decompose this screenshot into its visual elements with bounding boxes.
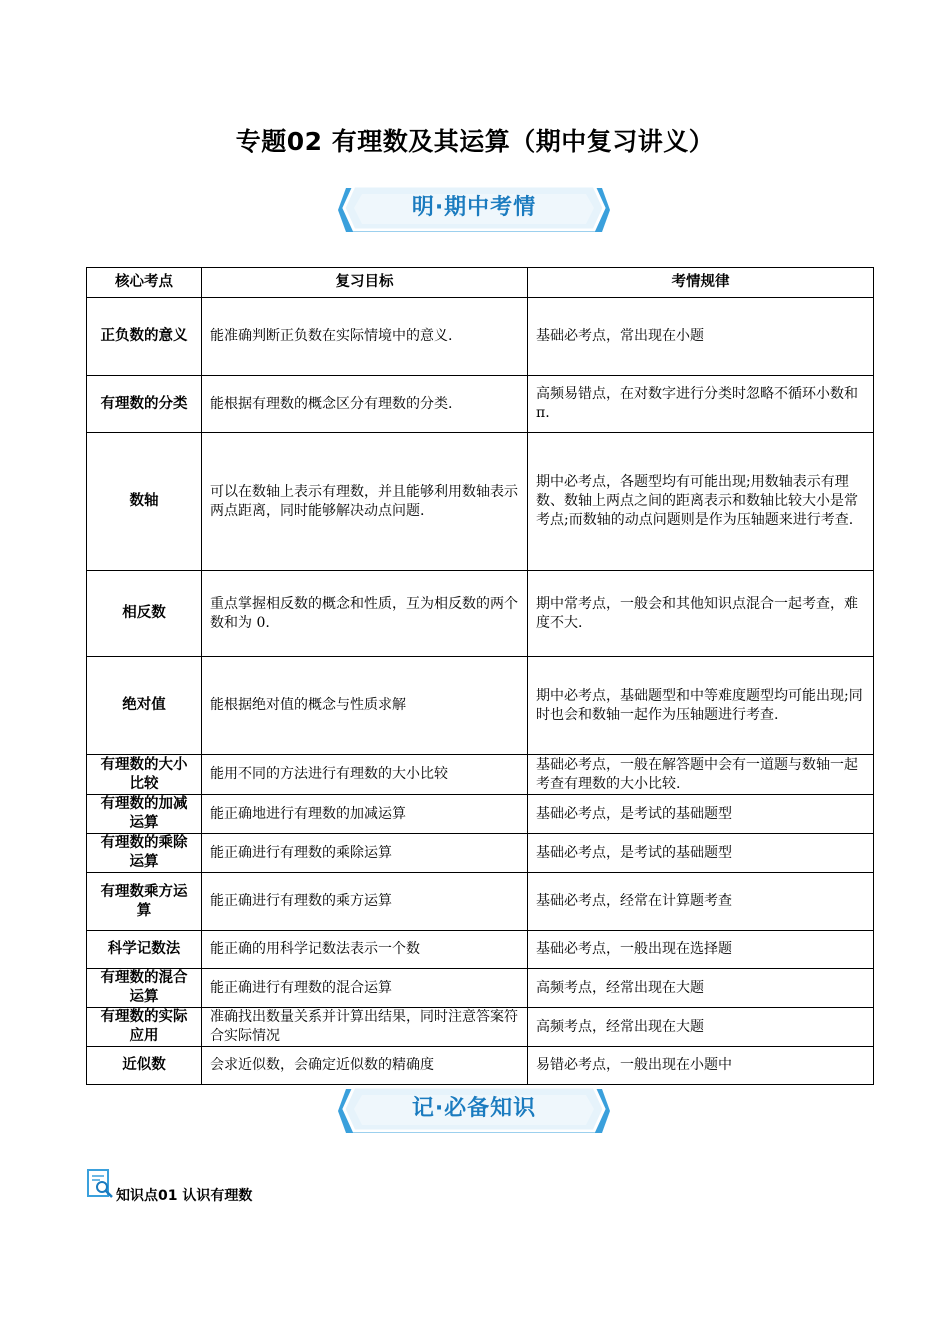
table-row: [87, 657, 874, 755]
goal-cell: 能正确进行有理数的乘除运算: [202, 834, 528, 873]
goal-cell: 能准确判断正负数在实际情境中的意义.: [202, 298, 528, 376]
table-row: [87, 873, 874, 931]
law-cell: 高频考点，经常出现在大题: [528, 969, 874, 1008]
topic-cell: 有理数的混合运算: [87, 969, 202, 1008]
goal-cell: 能根据有理数的概念区分有理数的分类.: [202, 376, 528, 433]
goal-cell: 能正确地进行有理数的加减运算: [202, 795, 528, 834]
table-row: [87, 834, 874, 873]
banner-text: 明·期中考情: [411, 195, 537, 220]
law-cell: 基础必考点，是考试的基础题型: [528, 795, 874, 834]
law-cell: 基础必考点，一般出现在选择题: [528, 931, 874, 969]
goal-cell: 能正确的用科学记数法表示一个数: [202, 931, 528, 969]
goal-cell: 能正确进行有理数的混合运算: [202, 969, 528, 1008]
topic-cell: 有理数的分类: [87, 376, 202, 433]
page-title: 专题02 有理数及其运算（期中复习讲义）: [235, 127, 715, 156]
knowledge-point-title: 知识点01 认识有理数: [116, 1188, 253, 1204]
goal-cell: 能正确进行有理数的乘方运算: [202, 873, 528, 931]
table-row: [87, 298, 874, 376]
section-banner-knowledge: [338, 1083, 610, 1139]
topic-cell: 有理数的乘除运算: [87, 834, 202, 873]
law-cell: 基础必考点，一般在解答题中会有一道题与数轴一起考查有理数的大小比较.: [528, 755, 874, 795]
topic-cell: 近似数: [87, 1047, 202, 1085]
topic-cell: 科学记数法: [87, 931, 202, 969]
table-row: [87, 795, 874, 834]
law-cell: 期中必考点，基础题型和中等难度题型均可能出现;同时也会和数轴一起作为压轴题进行考查.: [528, 657, 874, 755]
topic-cell: 有理数的实际应用: [87, 1008, 202, 1047]
goal-cell: 可以在数轴上表示有理数，并且能够利用数轴表示两点距离，同时能够解决动点问题.: [202, 433, 528, 571]
goal-cell: 准确找出数量关系并计算出结果，同时注意答案符合实际情况: [202, 1008, 528, 1047]
law-cell: 期中必考点，各题型均有可能出现;用数轴表示有理数、数轴上两点之间的距离表示和数轴比较大小是常考点;而数轴的动点问题则是作为压轴题来进行考查.: [528, 433, 874, 571]
table-row: [87, 376, 874, 433]
table-row: [87, 1008, 874, 1047]
goal-cell: 重点掌握相反数的概念和性质，互为相反数的两个数和为 0.: [202, 571, 528, 657]
law-cell: 高频易错点，在对数字进行分类时忽略不循环小数和π.: [528, 376, 874, 433]
topic-cell: 有理数乘方运算: [87, 873, 202, 931]
goal-cell: 能用不同的方法进行有理数的大小比较: [202, 755, 528, 795]
section-banner-exam-situation: [338, 182, 610, 238]
topic-cell: 数轴: [87, 433, 202, 571]
banner-text: 记·必备知识: [411, 1096, 537, 1121]
header-law: 考情规律: [528, 268, 874, 298]
law-cell: 基础必考点，是考试的基础题型: [528, 834, 874, 873]
goal-cell: 会求近似数，会确定近似数的精确度: [202, 1047, 528, 1085]
table-row: [87, 755, 874, 795]
table-row: [87, 433, 874, 571]
topic-cell: 绝对值: [87, 657, 202, 755]
header-goal: 复习目标: [202, 268, 528, 298]
law-cell: 基础必考点，经常在计算题考查: [528, 873, 874, 931]
table-row: [87, 1047, 874, 1085]
table-row: [87, 571, 874, 657]
law-cell: 基础必考点，常出现在小题: [528, 298, 874, 376]
topic-cell: 有理数的大小比较: [87, 755, 202, 795]
table-header-row: [87, 268, 874, 298]
law-cell: 高频考点，经常出现在大题: [528, 1008, 874, 1047]
exam-table: [86, 267, 874, 1085]
header-topic: 核心考点: [87, 268, 202, 298]
topic-cell: 相反数: [87, 571, 202, 657]
table-row: [87, 931, 874, 969]
topic-cell: 正负数的意义: [87, 298, 202, 376]
law-cell: 易错必考点，一般出现在小题中: [528, 1047, 874, 1085]
law-cell: 期中常考点，一般会和其他知识点混合一起考查，难度不大.: [528, 571, 874, 657]
topic-cell: 有理数的加减运算: [87, 795, 202, 834]
table-row: [87, 969, 874, 1008]
magnifier-document-icon: [86, 1168, 116, 1200]
goal-cell: 能根据绝对值的概念与性质求解: [202, 657, 528, 755]
